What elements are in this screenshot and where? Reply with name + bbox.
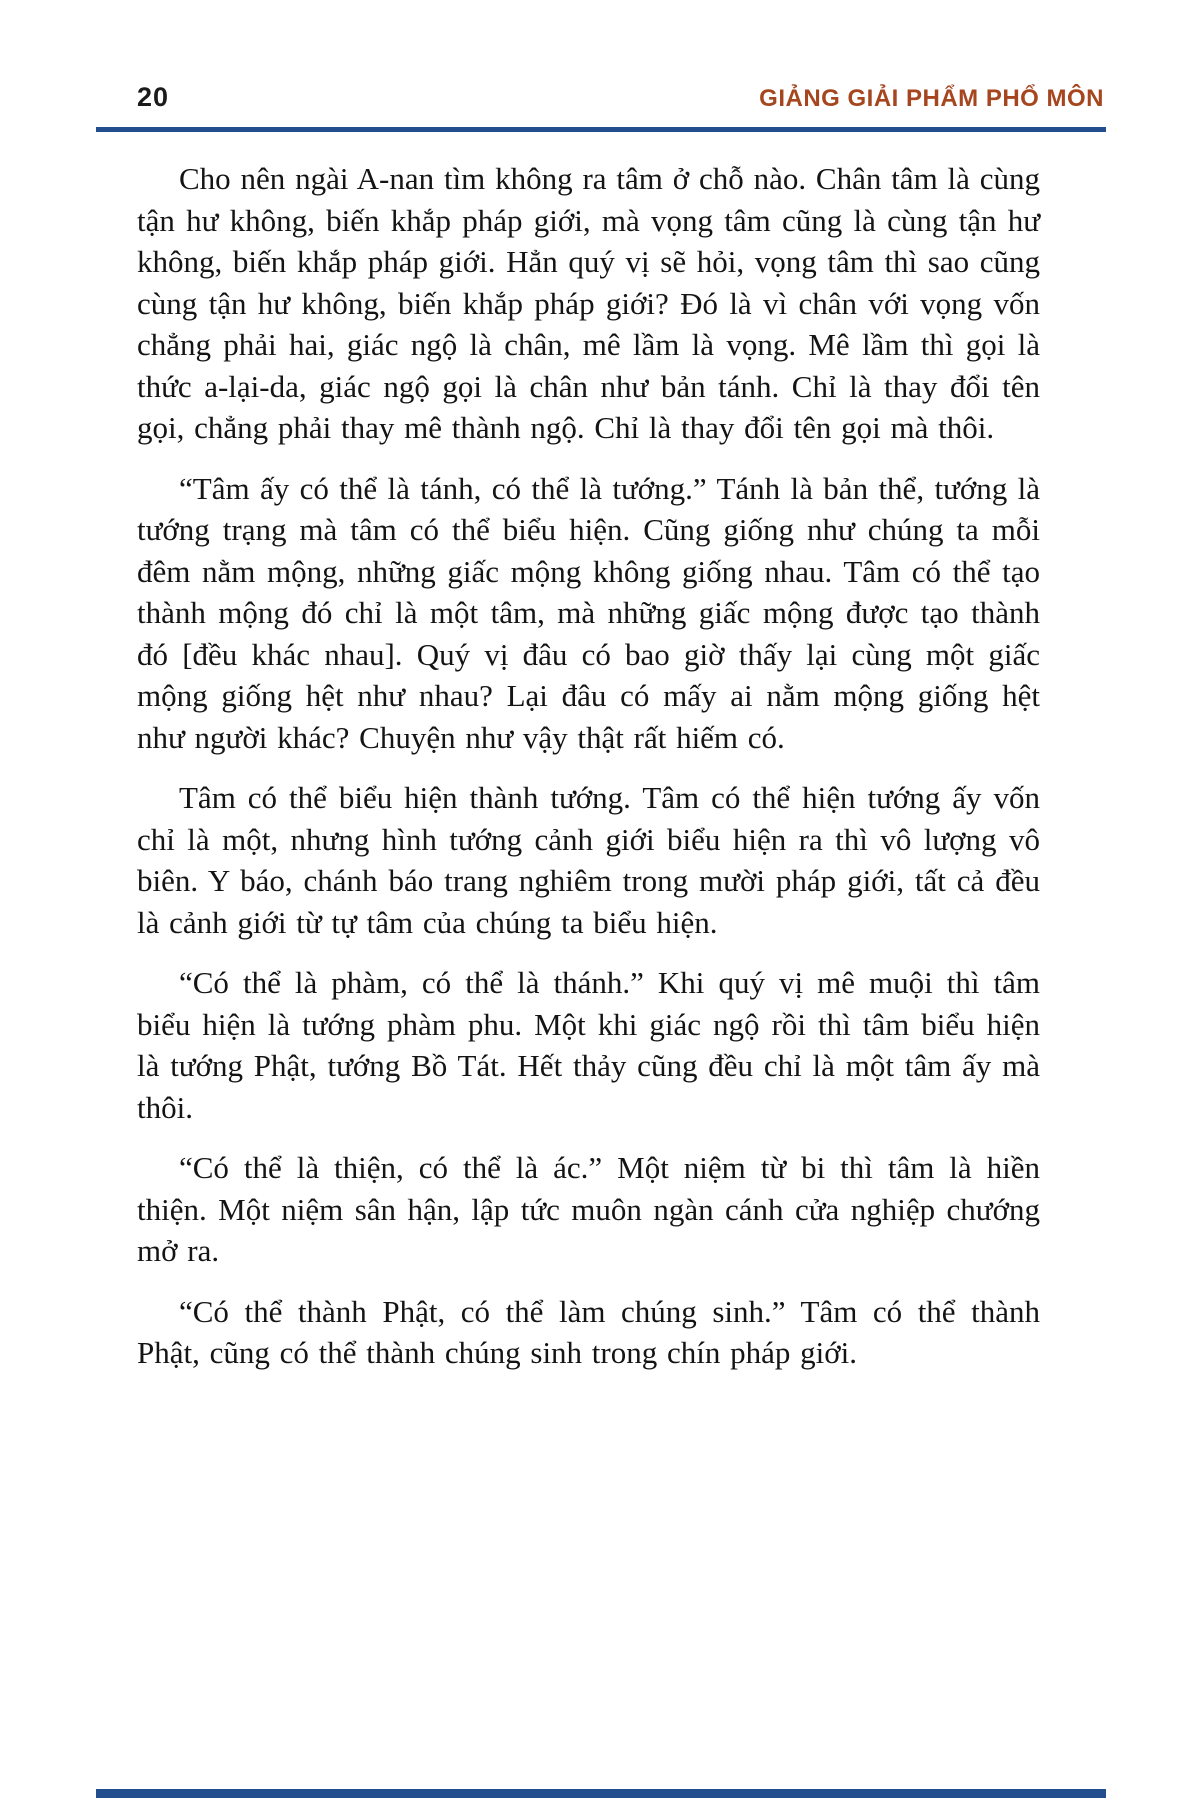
footer-rule	[96, 1789, 1106, 1798]
header-rule	[96, 127, 1106, 132]
running-header-title: GIẢNG GIẢI PHẨM PHỔ MÔN	[759, 85, 1104, 112]
paragraph-2: “Tâm ấy có thể là tánh, có thể là tướng.” Tánh là bản thể, tướng là tướng trạng mà tâm có thể biểu hiện. Cũng giống như chúng ta mỗi đêm nằm mộng, những giấc mộng không giống nhau. Tâm có thể tạo thành mộng đó chỉ là một tâm, mà những giấc mộng được tạo thành đó [đều khác nhau]. Quý vị đâu có bao giờ thấy lại cùng một giấc mộng giống hệt như nhau? Lại đâu có mấy ai nằm mộng giống hệt như người khác? Chuyện như vậy thật rất hiếm có.	[137, 470, 1040, 755]
page-number: 20	[137, 82, 170, 112]
paragraph-1: Cho nên ngài A-nan tìm không ra tâm ở chỗ nào. Chân tâm là cùng tận hư không, biến khắp pháp giới, mà vọng tâm cũng là cùng tận hư không, biến khắp pháp giới. Hẳn quý vị sẽ hỏi, vọng tâm thì sao cũng cùng tận hư không, biến khắp pháp giới? Đó là vì chân với vọng vốn chẳng phải hai, giác ngộ là chân, mê lầm là vọng. Mê lầm thì gọi là thức a-lại-da, giác ngộ gọi là chân như bản tánh. Chỉ là thay đổi tên gọi, chẳng phải thay mê thành ngộ. Chỉ là thay đổi tên gọi mà thôi.	[137, 161, 1040, 445]
paragraph-4: “Có thể là phàm, có thể là thánh.” Khi quý vị mê muội thì tâm biểu hiện là tướng phàm phu. Một khi giác ngộ rồi thì tâm biểu hiện là tướng Phật, tướng Bồ Tát. Hết thảy cũng đều chỉ là một tâm ấy mà thôi.	[137, 965, 1040, 1125]
body-text-block	[137, 158, 1040, 1393]
running-header	[137, 82, 1104, 113]
paragraph-6: “Có thể thành Phật, có thể làm chúng sinh.” Tâm có thể thành Phật, cũng có thể thành chúng sinh trong chín pháp giới.	[137, 1293, 1040, 1370]
paragraph-3: Tâm có thể biểu hiện thành tướng. Tâm có thể hiện tướng ấy vốn chỉ là một, nhưng hình tướng cảnh giới biểu hiện ra thì vô lượng vô biên. Y báo, chánh báo trang nghiêm trong mười pháp giới, tất cả đều là cảnh giới từ tự tâm của chúng ta biểu hiện.	[137, 780, 1040, 940]
paragraph-5: “Có thể là thiện, có thể là ác.” Một niệm từ bi thì tâm là hiền thiện. Một niệm sân hận, lập tức muôn ngàn cánh cửa nghiệp chướng mở ra.	[137, 1150, 1040, 1268]
